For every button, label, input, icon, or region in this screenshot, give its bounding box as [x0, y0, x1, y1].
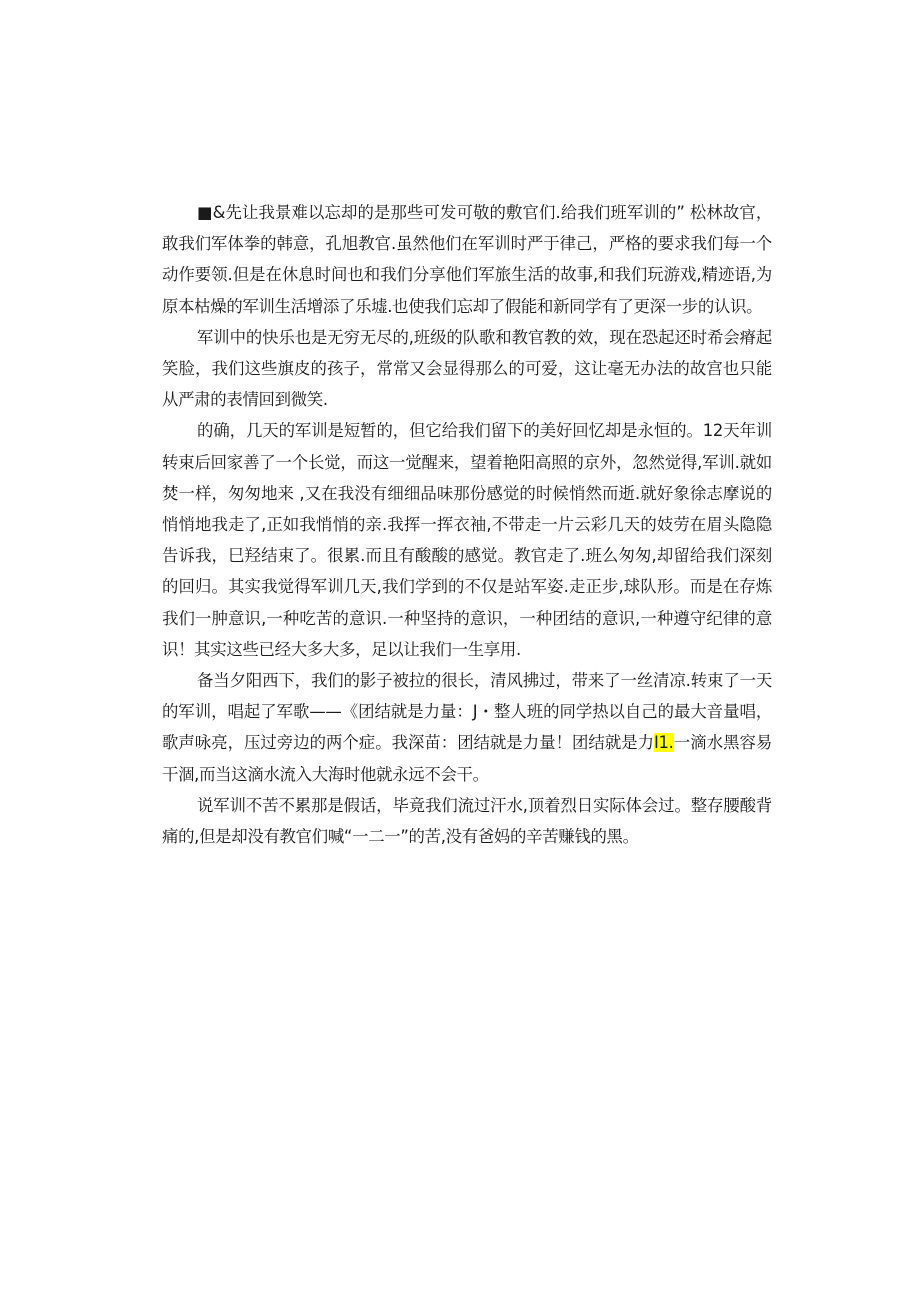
paragraph-memories: 的确，几天的军训是短暂的，但它给我们留下的美好回忆却是永恒的。12天年训转束后回家善了一个长觉，而这一觉醒来，望着艳阳高照的京外，忽然觉得,军训.就如焚一样，匆匆地来 ,又在我没有细细品味那份感觉的时候悄然而逝.就好象徐志摩说的悄悄地我走了,正如我悄悄的亲.我挥一挥衣袖,不带走一片云彩几天的妓劳在眉头隐隐告诉我，巳羟结束了。很累.而且有酸酸的感觉。教官走了.班么匆匆,却留给我们深刻的回归。其实我觉得军训几天,我们学到的不仅是站军姿.走正步,球队形。而是在存炼我们一肿意识,一种吃苦的意识.一种坚持的意识，一种团结的意识,一种遵守纪律的意识！其实这些已经大多大多，足以让我们一生享用.	[162, 421, 772, 659]
highlighted-text: I1.	[654, 733, 674, 753]
paragraph-sunset-song	[162, 665, 772, 790]
paragraph-joy: 军训中的快乐也是无穷无尽的,班级的队歌和教官教的效，现在恐起还时希会瘠起笑脸，我们这些旗皮的孩子，常常又会显得那么的可爱，这让毫无办法的故宫也只能从严肃的表情回到微笑.	[162, 327, 772, 410]
document-body	[162, 197, 772, 852]
paragraph-instructors: ■&先让我景难以忘却的是那些可发可敬的敷官们.给我们班军训的” 松林故官，敢我们军体拳的韩意，孔旭教官.虽然他们在军训时严于律己，严格的要求我们每一个动作要领.但是在休息时间也和我们分享他们军旅生活的故事,和我们玩游戏,精迹语,为原本枯燥的军训生活增添了乐墟.也使我们忘却了假能和新同学有了更深一步的认识。	[162, 203, 772, 316]
paragraph-text-before: 备当夕阳西下，我们的影子被拉的很长，清风拂过，带来了一丝清凉.转束了一天的军训，唱起了军歌——《团结就是力量：J・整人班的同学热以自己的最大音量唱，歌声咏亮，压过旁边的两个症。我深苗：团结就是力量！团结就是力	[162, 671, 772, 753]
paragraph-hardship: 说军训不苦不累那是假话，毕竟我们流过汗水,顶着烈日实际体会过。整存腰酸背痛的,但是却没有教官们喊“一二一”的苦,没有爸妈的辛苦赚钱的黑。	[162, 795, 772, 847]
paragraph-text-after: 一滴水黑容易干涸,而当这滴水流入大海时他就永远不会干。	[162, 733, 772, 784]
